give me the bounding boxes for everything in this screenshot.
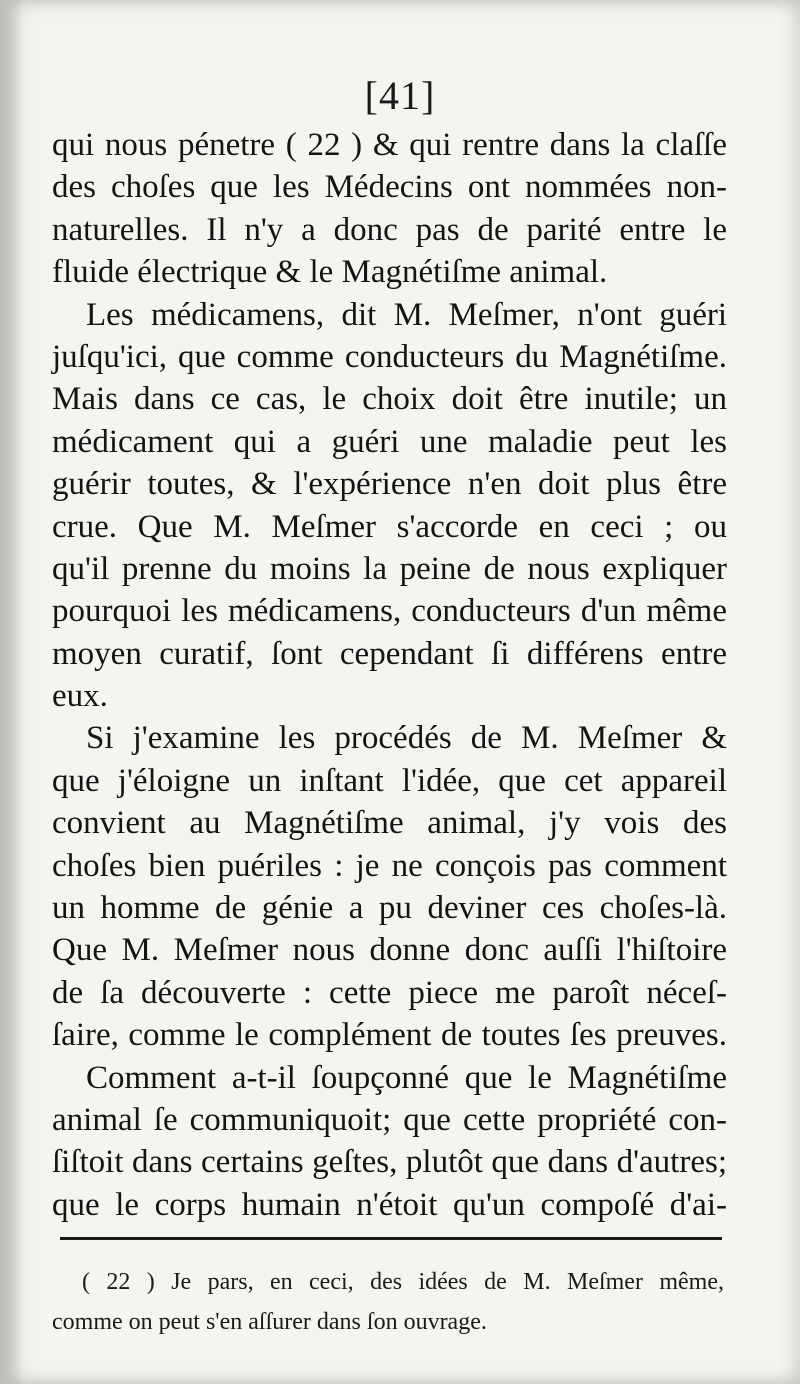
body-line: pourquoi les médicamens, conducteurs d'un même [52,593,727,630]
body-line: juſqu'ici, que comme conducteurs du Magnétiſme. [52,338,727,375]
body-line: Les médicamens, dit M. Meſmer, n'ont guéri [86,296,727,333]
body-line: un homme de génie a pu deviner ces choſes-là. [52,890,727,927]
body-line: choſes bien puériles : je ne conçois pas comment [52,847,727,884]
page-number: [41] [364,73,436,118]
body-line: médicament qui a guéri une maladie peut les [52,423,727,460]
body-line: que j'éloigne un inſtant l'idée, que cet appareil [52,762,727,799]
body-line: des choſes que les Médecins ont nommées non- [52,169,727,206]
body-text [52,124,727,1226]
body-line: moyen curatif, ſont cependant ſi différens entre [52,635,727,672]
body-line: naturelles. Il n'y a donc pas de parité entre le [52,211,727,248]
body-line: animal ſe communiquoit; que cette propriété con- [52,1101,727,1138]
footnote-line: ( 22 ) Je pars, en ceci, des idées de M. Meſmer même, [82,1269,724,1295]
body-line: Mais dans ce cas, le choix doit être inutile; un [52,381,727,418]
body-line: ſiſtoit dans certains geſtes, plutôt que dans d'autres; [52,1144,727,1181]
body-line: eux. [52,678,108,715]
body-line: Que M. Meſmer nous donne donc auſſi l'hiſtoire [52,932,727,969]
body-line: que le corps humain n'étoit qu'un compoſé d'ai- [52,1186,727,1223]
footnote-divider [60,1237,722,1240]
body-line: qu'il prenne du moins la peine de nous expliquer [52,550,727,587]
footnote-line: comme on peut s'en aſſurer dans ſon ouvrage. [52,1309,487,1335]
body-line: Si j'examine les procédés de M. Meſmer & [86,720,727,757]
body-line: de ſa découverte : cette piece me paroît néceſ- [52,974,727,1011]
page-gutter-shadow [0,0,22,1384]
body-line: Comment a-t-il ſoupçonné que le Magnétiſme [86,1059,727,1096]
body-line: qui nous pénetre ( 22 ) & qui rentre dans la claſſe [52,127,727,163]
body-line: ſaire, comme le complément de toutes ſes preuves. [52,1017,727,1054]
body-line: convient au Magnétiſme animal, j'y vois des [52,805,727,842]
body-line: crue. Que M. Meſmer s'accorde en ceci ; ou [52,508,727,545]
body-line: guérir toutes, & l'expérience n'en doit plus être [52,466,727,503]
body-line: fluide électrique & le Magnétiſme animal. [52,254,608,291]
footnote [52,1262,724,1342]
